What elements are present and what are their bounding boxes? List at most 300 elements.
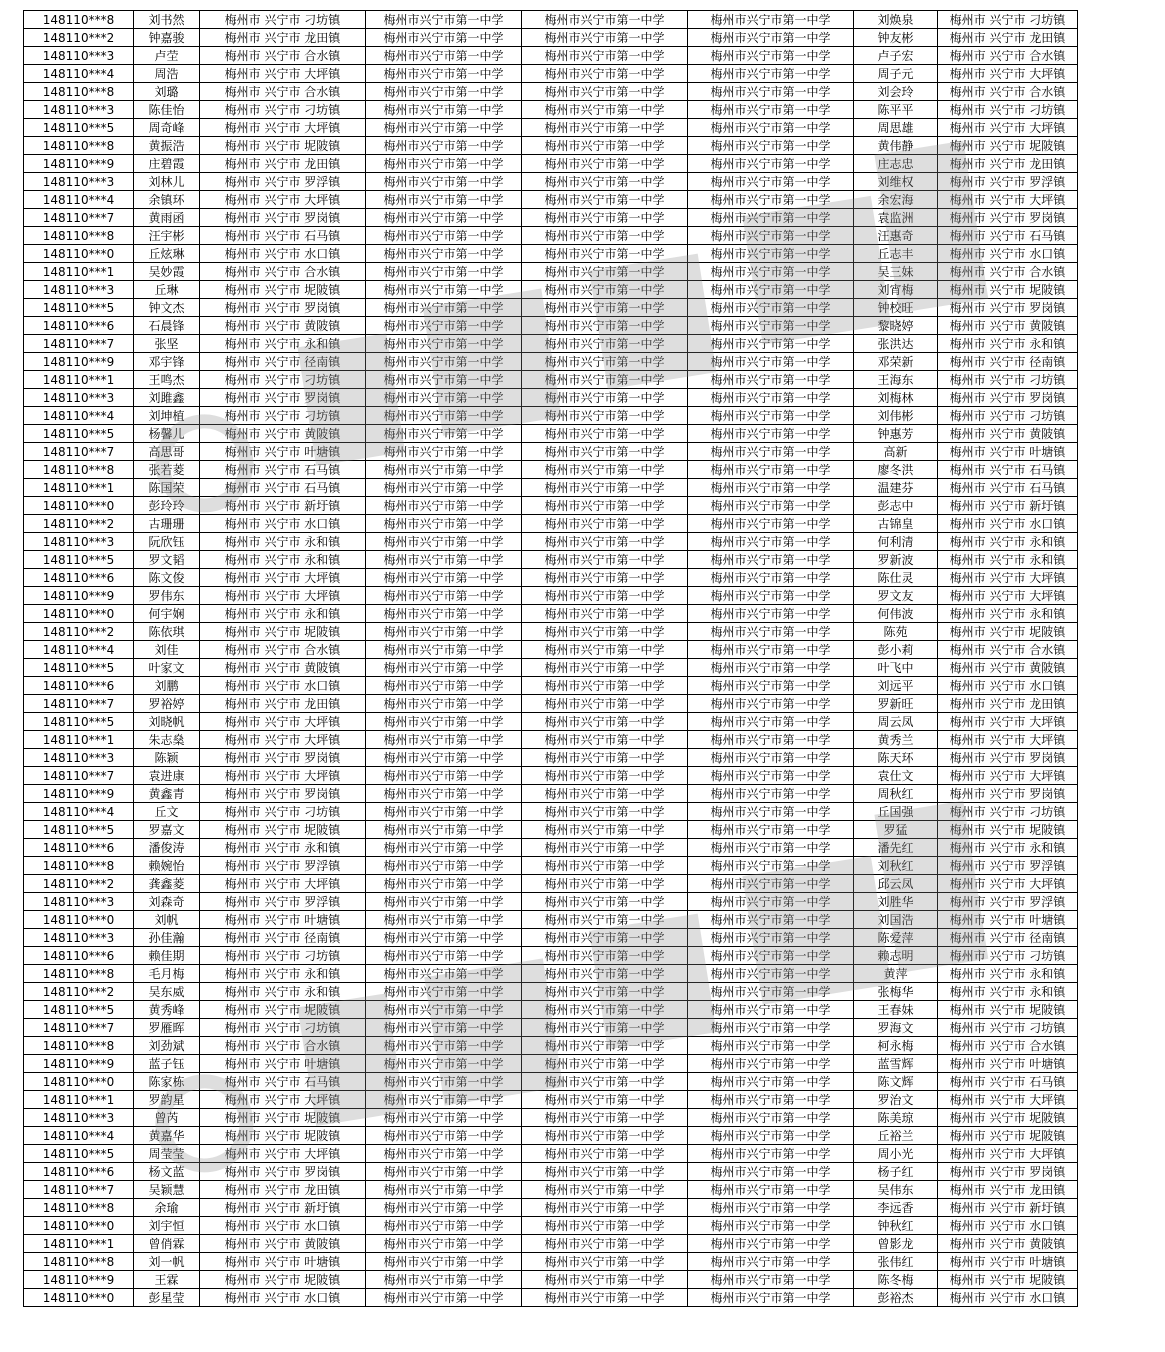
student-address-cell: 梅州市 兴宁市 大坪镇 xyxy=(200,65,366,83)
school-cell-c: 梅州市兴宁市第一中学 xyxy=(688,749,854,767)
school-cell-a: 梅州市兴宁市第一中学 xyxy=(366,515,522,533)
guardian-name-cell: 周秋红 xyxy=(854,785,938,803)
school-cell-c: 梅州市兴宁市第一中学 xyxy=(688,137,854,155)
guardian-name-cell: 陈苑 xyxy=(854,623,938,641)
guardian-address-cell: 梅州市 兴宁市 叶塘镇 xyxy=(938,443,1078,461)
school-cell-a: 梅州市兴宁市第一中学 xyxy=(366,713,522,731)
school-cell-c: 梅州市兴宁市第一中学 xyxy=(688,623,854,641)
guardian-address-cell: 梅州市 兴宁市 径南镇 xyxy=(938,353,1078,371)
school-cell-a: 梅州市兴宁市第一中学 xyxy=(366,425,522,443)
guardian-address-cell: 梅州市 兴宁市 刁坊镇 xyxy=(938,407,1078,425)
school-cell-b: 梅州市兴宁市第一中学 xyxy=(522,1109,688,1127)
guardian-address-cell: 梅州市 兴宁市 坭陂镇 xyxy=(938,1271,1078,1289)
id-cell: 148110***7 xyxy=(24,695,134,713)
guardian-address-cell: 梅州市 兴宁市 叶塘镇 xyxy=(938,911,1078,929)
guardian-address-cell: 梅州市 兴宁市 永和镇 xyxy=(938,533,1078,551)
student-address-cell: 梅州市 兴宁市 水口镇 xyxy=(200,677,366,695)
school-cell-b: 梅州市兴宁市第一中学 xyxy=(522,173,688,191)
student-address-cell: 梅州市 兴宁市 石马镇 xyxy=(200,227,366,245)
guardian-address-cell: 梅州市 兴宁市 大坪镇 xyxy=(938,65,1078,83)
id-cell: 148110***4 xyxy=(24,1127,134,1145)
student-name-cell: 曾芮 xyxy=(134,1109,200,1127)
id-cell: 148110***7 xyxy=(24,1019,134,1037)
school-cell-b: 梅州市兴宁市第一中学 xyxy=(522,605,688,623)
student-address-cell: 梅州市 兴宁市 罗岗镇 xyxy=(200,209,366,227)
table-row xyxy=(24,371,1078,389)
guardian-address-cell: 梅州市 兴宁市 水口镇 xyxy=(938,677,1078,695)
school-cell-a: 梅州市兴宁市第一中学 xyxy=(366,1199,522,1217)
school-cell-b: 梅州市兴宁市第一中学 xyxy=(522,353,688,371)
guardian-address-cell: 梅州市 兴宁市 大坪镇 xyxy=(938,191,1078,209)
guardian-address-cell: 梅州市 兴宁市 叶塘镇 xyxy=(938,1253,1078,1271)
table-row xyxy=(24,893,1078,911)
guardian-address-cell: 梅州市 兴宁市 大坪镇 xyxy=(938,731,1078,749)
student-address-cell: 梅州市 兴宁市 大坪镇 xyxy=(200,587,366,605)
guardian-name-cell: 王春妹 xyxy=(854,1001,938,1019)
school-cell-a: 梅州市兴宁市第一中学 xyxy=(366,245,522,263)
table-row xyxy=(24,443,1078,461)
student-name-cell: 黄秀峰 xyxy=(134,1001,200,1019)
guardian-address-cell: 梅州市 兴宁市 刁坊镇 xyxy=(938,803,1078,821)
guardian-name-cell: 曾影龙 xyxy=(854,1235,938,1253)
school-cell-a: 梅州市兴宁市第一中学 xyxy=(366,263,522,281)
guardian-name-cell: 钟校旺 xyxy=(854,299,938,317)
guardian-address-cell: 梅州市 兴宁市 水口镇 xyxy=(938,515,1078,533)
student-name-cell: 孙佳瀚 xyxy=(134,929,200,947)
guardian-name-cell: 陈天环 xyxy=(854,749,938,767)
school-cell-a: 梅州市兴宁市第一中学 xyxy=(366,1037,522,1055)
student-name-cell: 罗雁晖 xyxy=(134,1019,200,1037)
school-cell-b: 梅州市兴宁市第一中学 xyxy=(522,119,688,137)
school-cell-a: 梅州市兴宁市第一中学 xyxy=(366,857,522,875)
school-cell-a: 梅州市兴宁市第一中学 xyxy=(366,1073,522,1091)
student-name-cell: 黄雨函 xyxy=(134,209,200,227)
id-cell: 148110***3 xyxy=(24,101,134,119)
id-cell: 148110***8 xyxy=(24,227,134,245)
guardian-address-cell: 梅州市 兴宁市 刁坊镇 xyxy=(938,11,1078,29)
school-cell-a: 梅州市兴宁市第一中学 xyxy=(366,1145,522,1163)
school-cell-a: 梅州市兴宁市第一中学 xyxy=(366,1181,522,1199)
guardian-name-cell: 罗新波 xyxy=(854,551,938,569)
school-cell-c: 梅州市兴宁市第一中学 xyxy=(688,65,854,83)
school-cell-c: 梅州市兴宁市第一中学 xyxy=(688,839,854,857)
school-cell-a: 梅州市兴宁市第一中学 xyxy=(366,1001,522,1019)
school-cell-a: 梅州市兴宁市第一中学 xyxy=(366,785,522,803)
student-address-cell: 梅州市 兴宁市 水口镇 xyxy=(200,245,366,263)
id-cell: 148110***8 xyxy=(24,1253,134,1271)
guardian-address-cell: 梅州市 兴宁市 新圩镇 xyxy=(938,497,1078,515)
student-name-cell: 汪宇彬 xyxy=(134,227,200,245)
id-cell: 148110***5 xyxy=(24,425,134,443)
student-address-cell: 梅州市 兴宁市 罗岗镇 xyxy=(200,749,366,767)
id-cell: 148110***6 xyxy=(24,947,134,965)
school-cell-b: 梅州市兴宁市第一中学 xyxy=(522,515,688,533)
student-name-cell: 刘鹏 xyxy=(134,677,200,695)
id-cell: 148110***1 xyxy=(24,731,134,749)
guardian-name-cell: 刘远平 xyxy=(854,677,938,695)
school-cell-a: 梅州市兴宁市第一中学 xyxy=(366,893,522,911)
guardian-name-cell: 周子元 xyxy=(854,65,938,83)
school-cell-c: 梅州市兴宁市第一中学 xyxy=(688,569,854,587)
table-row xyxy=(24,695,1078,713)
guardian-name-cell: 刘会玲 xyxy=(854,83,938,101)
student-name-cell: 石晨锋 xyxy=(134,317,200,335)
table-row xyxy=(24,245,1078,263)
guardian-name-cell: 张洪达 xyxy=(854,335,938,353)
school-cell-c: 梅州市兴宁市第一中学 xyxy=(688,965,854,983)
table-row xyxy=(24,1217,1078,1235)
school-cell-c: 梅州市兴宁市第一中学 xyxy=(688,515,854,533)
school-cell-c: 梅州市兴宁市第一中学 xyxy=(688,1109,854,1127)
student-address-cell: 梅州市 兴宁市 合水镇 xyxy=(200,1037,366,1055)
guardian-address-cell: 梅州市 兴宁市 罗浮镇 xyxy=(938,893,1078,911)
school-cell-c: 梅州市兴宁市第一中学 xyxy=(688,1289,854,1307)
guardian-address-cell: 梅州市 兴宁市 黄陂镇 xyxy=(938,425,1078,443)
student-address-cell: 梅州市 兴宁市 龙田镇 xyxy=(200,1181,366,1199)
school-cell-c: 梅州市兴宁市第一中学 xyxy=(688,1145,854,1163)
school-cell-a: 梅州市兴宁市第一中学 xyxy=(366,875,522,893)
table-row xyxy=(24,533,1078,551)
school-cell-c: 梅州市兴宁市第一中学 xyxy=(688,191,854,209)
student-address-cell: 梅州市 兴宁市 黄陂镇 xyxy=(200,425,366,443)
id-cell: 148110***9 xyxy=(24,1055,134,1073)
school-cell-a: 梅州市兴宁市第一中学 xyxy=(366,299,522,317)
school-cell-b: 梅州市兴宁市第一中学 xyxy=(522,461,688,479)
table-row xyxy=(24,137,1078,155)
id-cell: 148110***8 xyxy=(24,1199,134,1217)
guardian-name-cell: 陈冬梅 xyxy=(854,1271,938,1289)
student-address-cell: 梅州市 兴宁市 坭陂镇 xyxy=(200,1127,366,1145)
student-name-cell: 刘宇恒 xyxy=(134,1217,200,1235)
table-row xyxy=(24,1253,1078,1271)
student-name-cell: 周莹莹 xyxy=(134,1145,200,1163)
table-row xyxy=(24,605,1078,623)
guardian-name-cell: 柯永梅 xyxy=(854,1037,938,1055)
id-cell: 148110***3 xyxy=(24,1109,134,1127)
school-cell-b: 梅州市兴宁市第一中学 xyxy=(522,641,688,659)
table-row xyxy=(24,281,1078,299)
student-address-cell: 梅州市 兴宁市 大坪镇 xyxy=(200,1145,366,1163)
school-cell-c: 梅州市兴宁市第一中学 xyxy=(688,803,854,821)
school-cell-a: 梅州市兴宁市第一中学 xyxy=(366,1109,522,1127)
school-cell-b: 梅州市兴宁市第一中学 xyxy=(522,1145,688,1163)
student-address-cell: 梅州市 兴宁市 坭陂镇 xyxy=(200,623,366,641)
guardian-address-cell: 梅州市 兴宁市 石马镇 xyxy=(938,479,1078,497)
guardian-name-cell: 张梅华 xyxy=(854,983,938,1001)
school-cell-b: 梅州市兴宁市第一中学 xyxy=(522,1073,688,1091)
id-cell: 148110***6 xyxy=(24,839,134,857)
school-cell-c: 梅州市兴宁市第一中学 xyxy=(688,461,854,479)
student-name-cell: 袁进康 xyxy=(134,767,200,785)
school-cell-a: 梅州市兴宁市第一中学 xyxy=(366,1253,522,1271)
student-address-cell: 梅州市 兴宁市 石马镇 xyxy=(200,461,366,479)
school-cell-b: 梅州市兴宁市第一中学 xyxy=(522,443,688,461)
school-cell-a: 梅州市兴宁市第一中学 xyxy=(366,767,522,785)
school-cell-b: 梅州市兴宁市第一中学 xyxy=(522,857,688,875)
id-cell: 148110***2 xyxy=(24,983,134,1001)
guardian-address-cell: 梅州市 兴宁市 坭陂镇 xyxy=(938,1109,1078,1127)
school-cell-a: 梅州市兴宁市第一中学 xyxy=(366,11,522,29)
school-cell-a: 梅州市兴宁市第一中学 xyxy=(366,497,522,515)
student-name-cell: 朱志燊 xyxy=(134,731,200,749)
school-cell-b: 梅州市兴宁市第一中学 xyxy=(522,65,688,83)
school-cell-c: 梅州市兴宁市第一中学 xyxy=(688,119,854,137)
school-cell-c: 梅州市兴宁市第一中学 xyxy=(688,929,854,947)
guardian-name-cell: 刘国浩 xyxy=(854,911,938,929)
student-address-cell: 梅州市 兴宁市 永和镇 xyxy=(200,533,366,551)
school-cell-a: 梅州市兴宁市第一中学 xyxy=(366,1235,522,1253)
guardian-name-cell: 刘伟彬 xyxy=(854,407,938,425)
guardian-name-cell: 彭裕杰 xyxy=(854,1289,938,1307)
school-cell-b: 梅州市兴宁市第一中学 xyxy=(522,497,688,515)
id-cell: 148110***4 xyxy=(24,803,134,821)
guardian-address-cell: 梅州市 兴宁市 坭陂镇 xyxy=(938,281,1078,299)
guardian-address-cell: 梅州市 兴宁市 永和镇 xyxy=(938,839,1078,857)
guardian-name-cell: 邱云凤 xyxy=(854,875,938,893)
guardian-name-cell: 袁监洲 xyxy=(854,209,938,227)
guardian-name-cell: 周云凤 xyxy=(854,713,938,731)
guardian-name-cell: 余宏海 xyxy=(854,191,938,209)
school-cell-a: 梅州市兴宁市第一中学 xyxy=(366,821,522,839)
guardian-address-cell: 梅州市 兴宁市 坭陂镇 xyxy=(938,1001,1078,1019)
guardian-name-cell: 黄秀兰 xyxy=(854,731,938,749)
school-cell-b: 梅州市兴宁市第一中学 xyxy=(522,407,688,425)
school-cell-c: 梅州市兴宁市第一中学 xyxy=(688,1217,854,1235)
data-table xyxy=(23,10,1078,1307)
school-cell-b: 梅州市兴宁市第一中学 xyxy=(522,965,688,983)
guardian-name-cell: 吴三妹 xyxy=(854,263,938,281)
guardian-name-cell: 丘志丰 xyxy=(854,245,938,263)
school-cell-a: 梅州市兴宁市第一中学 xyxy=(366,443,522,461)
table-row xyxy=(24,425,1078,443)
school-cell-b: 梅州市兴宁市第一中学 xyxy=(522,839,688,857)
table-row xyxy=(24,1073,1078,1091)
student-address-cell: 梅州市 兴宁市 水口镇 xyxy=(200,1289,366,1307)
student-name-cell: 陈家栋 xyxy=(134,1073,200,1091)
guardian-name-cell: 彭小莉 xyxy=(854,641,938,659)
student-address-cell: 梅州市 兴宁市 永和镇 xyxy=(200,839,366,857)
table-row xyxy=(24,803,1078,821)
table-row xyxy=(24,1109,1078,1127)
id-cell: 148110***3 xyxy=(24,533,134,551)
id-cell: 148110***2 xyxy=(24,875,134,893)
student-name-cell: 杨馨儿 xyxy=(134,425,200,443)
student-address-cell: 梅州市 兴宁市 坭陂镇 xyxy=(200,1109,366,1127)
student-address-cell: 梅州市 兴宁市 石马镇 xyxy=(200,479,366,497)
table-row xyxy=(24,1001,1078,1019)
id-cell: 148110***8 xyxy=(24,965,134,983)
school-cell-b: 梅州市兴宁市第一中学 xyxy=(522,479,688,497)
guardian-address-cell: 梅州市 兴宁市 径南镇 xyxy=(938,929,1078,947)
student-name-cell: 叶家文 xyxy=(134,659,200,677)
guardian-address-cell: 梅州市 兴宁市 刁坊镇 xyxy=(938,947,1078,965)
table-row xyxy=(24,353,1078,371)
school-cell-b: 梅州市兴宁市第一中学 xyxy=(522,803,688,821)
school-cell-c: 梅州市兴宁市第一中学 xyxy=(688,1163,854,1181)
guardian-name-cell: 刘宵梅 xyxy=(854,281,938,299)
school-cell-c: 梅州市兴宁市第一中学 xyxy=(688,677,854,695)
school-cell-c: 梅州市兴宁市第一中学 xyxy=(688,1253,854,1271)
table-row xyxy=(24,119,1078,137)
school-cell-c: 梅州市兴宁市第一中学 xyxy=(688,875,854,893)
student-address-cell: 梅州市 兴宁市 罗浮镇 xyxy=(200,893,366,911)
student-address-cell: 梅州市 兴宁市 罗浮镇 xyxy=(200,173,366,191)
school-cell-b: 梅州市兴宁市第一中学 xyxy=(522,191,688,209)
guardian-name-cell: 陈美琼 xyxy=(854,1109,938,1127)
guardian-name-cell: 温建芬 xyxy=(854,479,938,497)
school-cell-c: 梅州市兴宁市第一中学 xyxy=(688,479,854,497)
id-cell: 148110***4 xyxy=(24,641,134,659)
id-cell: 148110***5 xyxy=(24,299,134,317)
school-cell-c: 梅州市兴宁市第一中学 xyxy=(688,1271,854,1289)
school-cell-a: 梅州市兴宁市第一中学 xyxy=(366,479,522,497)
student-address-cell: 梅州市 兴宁市 叶塘镇 xyxy=(200,911,366,929)
guardian-address-cell: 梅州市 兴宁市 合水镇 xyxy=(938,1037,1078,1055)
student-name-cell: 刘林儿 xyxy=(134,173,200,191)
school-cell-c: 梅州市兴宁市第一中学 xyxy=(688,983,854,1001)
table-row xyxy=(24,659,1078,677)
table-row xyxy=(24,497,1078,515)
table-row xyxy=(24,191,1078,209)
student-name-cell: 邓宇锋 xyxy=(134,353,200,371)
guardian-address-cell: 梅州市 兴宁市 罗岗镇 xyxy=(938,785,1078,803)
school-cell-a: 梅州市兴宁市第一中学 xyxy=(366,983,522,1001)
student-name-cell: 罗伟东 xyxy=(134,587,200,605)
id-cell: 148110***0 xyxy=(24,245,134,263)
school-cell-a: 梅州市兴宁市第一中学 xyxy=(366,461,522,479)
id-cell: 148110***3 xyxy=(24,893,134,911)
school-cell-c: 梅州市兴宁市第一中学 xyxy=(688,731,854,749)
student-address-cell: 梅州市 兴宁市 永和镇 xyxy=(200,551,366,569)
table-row xyxy=(24,155,1078,173)
student-address-cell: 梅州市 兴宁市 合水镇 xyxy=(200,47,366,65)
guardian-name-cell: 刘秋红 xyxy=(854,857,938,875)
id-cell: 148110***8 xyxy=(24,857,134,875)
table-row xyxy=(24,263,1078,281)
student-address-cell: 梅州市 兴宁市 水口镇 xyxy=(200,1217,366,1235)
school-cell-b: 梅州市兴宁市第一中学 xyxy=(522,947,688,965)
table-row xyxy=(24,299,1078,317)
school-cell-a: 梅州市兴宁市第一中学 xyxy=(366,209,522,227)
student-name-cell: 张坚 xyxy=(134,335,200,353)
id-cell: 148110***5 xyxy=(24,821,134,839)
table-row xyxy=(24,749,1078,767)
table-row xyxy=(24,1181,1078,1199)
school-cell-b: 梅州市兴宁市第一中学 xyxy=(522,749,688,767)
guardian-address-cell: 梅州市 兴宁市 大坪镇 xyxy=(938,713,1078,731)
school-cell-a: 梅州市兴宁市第一中学 xyxy=(366,29,522,47)
student-name-cell: 陈颖 xyxy=(134,749,200,767)
school-cell-b: 梅州市兴宁市第一中学 xyxy=(522,1091,688,1109)
table-row xyxy=(24,173,1078,191)
table-row xyxy=(24,983,1078,1001)
guardian-name-cell: 钟秋红 xyxy=(854,1217,938,1235)
school-cell-b: 梅州市兴宁市第一中学 xyxy=(522,425,688,443)
school-cell-a: 梅州市兴宁市第一中学 xyxy=(366,281,522,299)
school-cell-c: 梅州市兴宁市第一中学 xyxy=(688,785,854,803)
id-cell: 148110***9 xyxy=(24,1271,134,1289)
student-name-cell: 钟嘉骏 xyxy=(134,29,200,47)
id-cell: 148110***2 xyxy=(24,29,134,47)
school-cell-a: 梅州市兴宁市第一中学 xyxy=(366,641,522,659)
table-row xyxy=(24,1019,1078,1037)
school-cell-b: 梅州市兴宁市第一中学 xyxy=(522,929,688,947)
student-address-cell: 梅州市 兴宁市 刁坊镇 xyxy=(200,371,366,389)
school-cell-b: 梅州市兴宁市第一中学 xyxy=(522,155,688,173)
guardian-address-cell: 梅州市 兴宁市 水口镇 xyxy=(938,1289,1078,1307)
guardian-name-cell: 李远香 xyxy=(854,1199,938,1217)
school-cell-a: 梅州市兴宁市第一中学 xyxy=(366,1127,522,1145)
student-address-cell: 梅州市 兴宁市 新圩镇 xyxy=(200,497,366,515)
student-address-cell: 梅州市 兴宁市 龙田镇 xyxy=(200,695,366,713)
student-name-cell: 刘书然 xyxy=(134,11,200,29)
table-row xyxy=(24,479,1078,497)
student-name-cell: 刘佳 xyxy=(134,641,200,659)
school-cell-a: 梅州市兴宁市第一中学 xyxy=(366,1091,522,1109)
school-cell-b: 梅州市兴宁市第一中学 xyxy=(522,209,688,227)
table-row xyxy=(24,1163,1078,1181)
student-name-cell: 刘帆 xyxy=(134,911,200,929)
student-name-cell: 余瑜 xyxy=(134,1199,200,1217)
school-cell-c: 梅州市兴宁市第一中学 xyxy=(688,1073,854,1091)
school-cell-c: 梅州市兴宁市第一中学 xyxy=(688,173,854,191)
school-cell-b: 梅州市兴宁市第一中学 xyxy=(522,1163,688,1181)
student-name-cell: 刘劲斌 xyxy=(134,1037,200,1055)
guardian-name-cell: 罗文友 xyxy=(854,587,938,605)
school-cell-b: 梅州市兴宁市第一中学 xyxy=(522,299,688,317)
student-address-cell: 梅州市 兴宁市 永和镇 xyxy=(200,605,366,623)
school-cell-b: 梅州市兴宁市第一中学 xyxy=(522,371,688,389)
table-row xyxy=(24,947,1078,965)
guardian-address-cell: 梅州市 兴宁市 永和镇 xyxy=(938,965,1078,983)
id-cell: 148110***1 xyxy=(24,263,134,281)
table-row xyxy=(24,965,1078,983)
id-cell: 148110***1 xyxy=(24,479,134,497)
student-name-cell: 卢茔 xyxy=(134,47,200,65)
id-cell: 148110***6 xyxy=(24,1163,134,1181)
school-cell-a: 梅州市兴宁市第一中学 xyxy=(366,911,522,929)
student-address-cell: 梅州市 兴宁市 龙田镇 xyxy=(200,155,366,173)
school-cell-b: 梅州市兴宁市第一中学 xyxy=(522,281,688,299)
table-row xyxy=(24,1289,1078,1307)
guardian-address-cell: 梅州市 兴宁市 永和镇 xyxy=(938,983,1078,1001)
student-address-cell: 梅州市 兴宁市 罗岗镇 xyxy=(200,389,366,407)
student-address-cell: 梅州市 兴宁市 坭陂镇 xyxy=(200,1001,366,1019)
school-cell-a: 梅州市兴宁市第一中学 xyxy=(366,191,522,209)
school-cell-b: 梅州市兴宁市第一中学 xyxy=(522,533,688,551)
school-cell-a: 梅州市兴宁市第一中学 xyxy=(366,1019,522,1037)
student-name-cell: 彭星莹 xyxy=(134,1289,200,1307)
school-cell-c: 梅州市兴宁市第一中学 xyxy=(688,317,854,335)
guardian-name-cell: 周小光 xyxy=(854,1145,938,1163)
table-row xyxy=(24,1271,1078,1289)
student-address-cell: 梅州市 兴宁市 大坪镇 xyxy=(200,1091,366,1109)
student-address-cell: 梅州市 兴宁市 永和镇 xyxy=(200,983,366,1001)
guardian-address-cell: 梅州市 兴宁市 罗浮镇 xyxy=(938,173,1078,191)
school-cell-b: 梅州市兴宁市第一中学 xyxy=(522,47,688,65)
student-name-cell: 毛月梅 xyxy=(134,965,200,983)
student-name-cell: 黄振浩 xyxy=(134,137,200,155)
school-cell-c: 梅州市兴宁市第一中学 xyxy=(688,1037,854,1055)
student-address-cell: 梅州市 兴宁市 合水镇 xyxy=(200,641,366,659)
id-cell: 148110***1 xyxy=(24,1235,134,1253)
school-cell-c: 梅州市兴宁市第一中学 xyxy=(688,713,854,731)
table-row xyxy=(24,569,1078,587)
student-name-cell: 丘琳 xyxy=(134,281,200,299)
school-cell-a: 梅州市兴宁市第一中学 xyxy=(366,533,522,551)
school-cell-b: 梅州市兴宁市第一中学 xyxy=(522,911,688,929)
school-cell-c: 梅州市兴宁市第一中学 xyxy=(688,551,854,569)
